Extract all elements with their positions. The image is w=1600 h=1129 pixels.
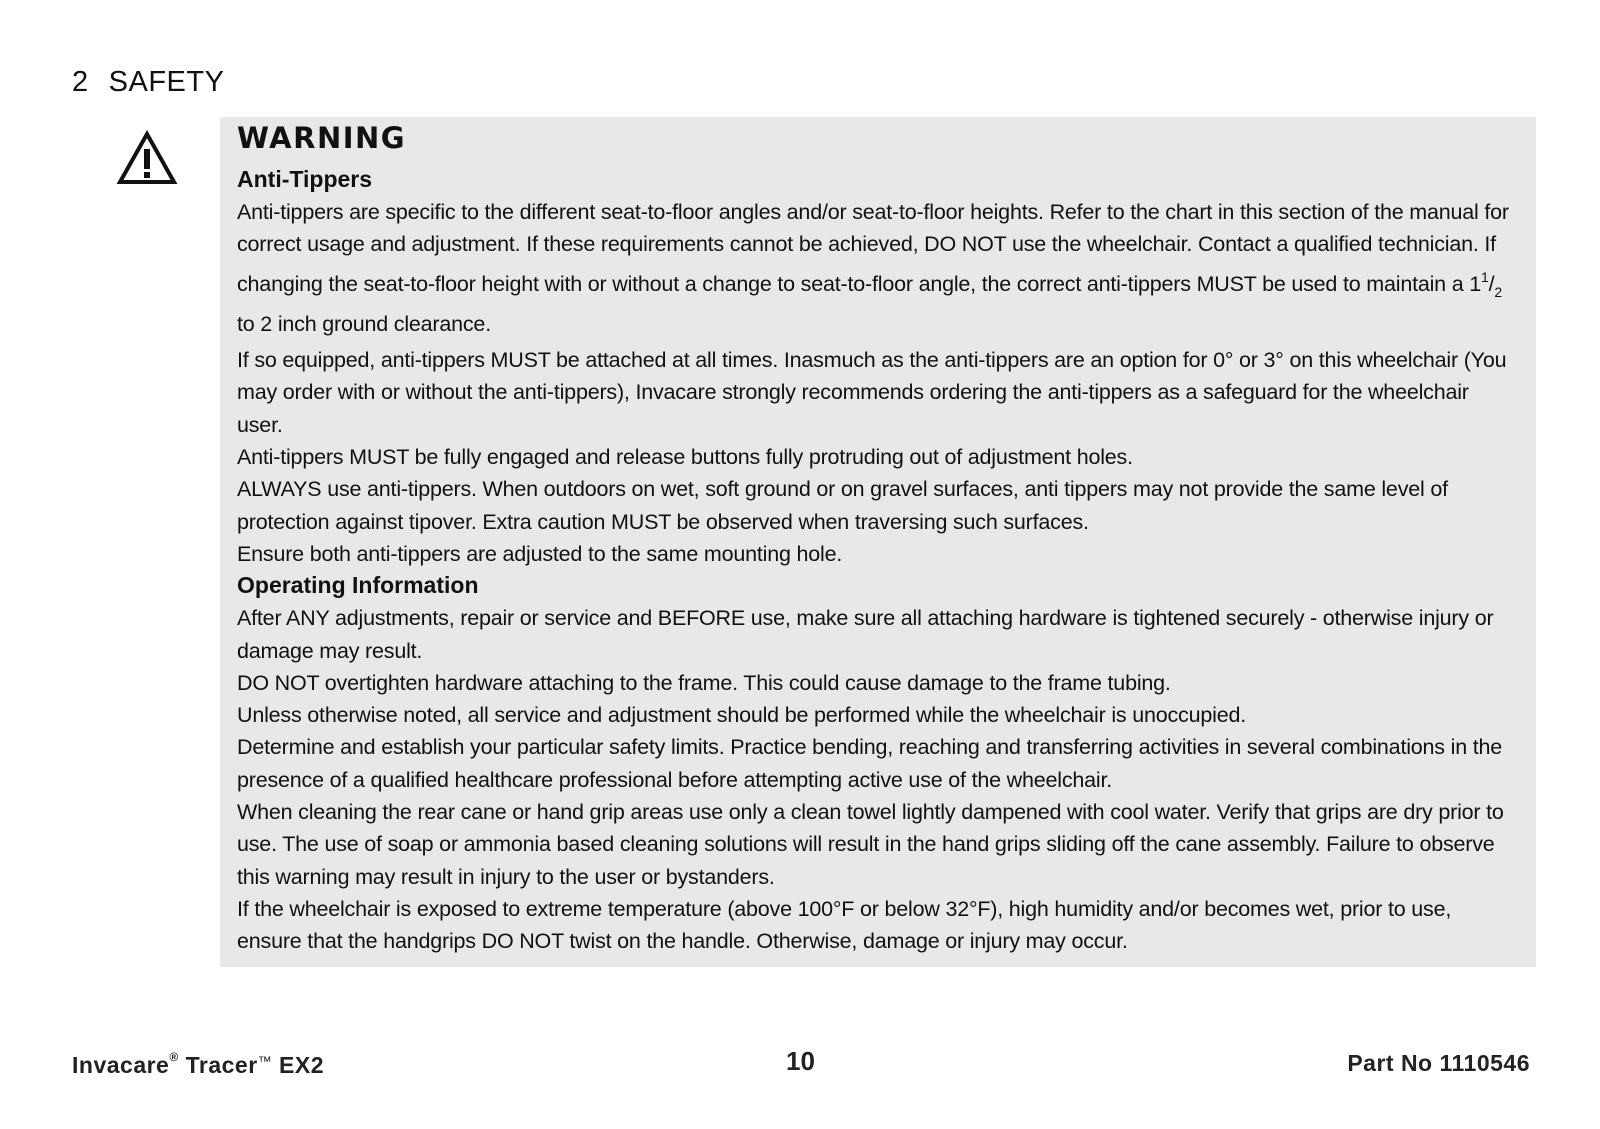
operating-paragraph-2: DO NOT overtighten hardware attaching to the frame. This could cause damage to the frame tubing.	[237, 670, 1171, 695]
warning-box	[220, 117, 1536, 967]
ground-clearance-fraction: $1^1/_2$	[1469, 268, 1502, 300]
fraction-denominator: 2	[1494, 283, 1502, 300]
warning-title: WARNING	[237, 121, 407, 155]
page-number: 10	[786, 1046, 815, 1076]
operating-paragraph-4: Determine and establish your particular safety limits. Practice bending, reaching and transferring activities in several combinations in the presence of a qualified healthcare professional before attempting active use of the wheelchair.	[237, 735, 1503, 792]
section-heading	[72, 66, 224, 99]
footer-model: EX2	[279, 1052, 325, 1078]
anti-tippers-paragraph-1-tail: to 2 inch ground clearance.	[237, 311, 491, 336]
fraction-numerator: 1	[1481, 268, 1489, 285]
operating-paragraph-5: When cleaning the rear cane or hand grip areas use only a clean towel lightly dampened with cool water. Verify that grips are dry prior to use. The use of soap or ammonia based cleaning solutions will result in the hand grips sliding off the cane assembly. Failure to observe this warning may result in injury to the user or bystanders.	[237, 800, 1504, 889]
anti-tippers-paragraph-5: Ensure both anti-tippers are adjusted to the same mounting hole.	[237, 541, 843, 566]
section-number: 2	[72, 66, 89, 98]
operating-paragraph-1: After ANY adjustments, repair or service and BEFORE use, make sure all attaching hardware is tightened securely - otherwise injury or damage may result.	[237, 606, 1494, 663]
anti-tippers-paragraph-1	[237, 196, 1512, 340]
registered-mark: ®	[169, 1050, 179, 1064]
anti-tippers-paragraph-1-text: Anti-tippers are specific to the different seat-to-floor angles and/or seat-to-floor heights. Refer to the chart in this section of the manual for correct usage and adjustment. If these requirements cannot be achieved, DO NOT use the wheelchair. Contact a qualified technician. If changing the seat-to-floor height with or without a change to seat-to-floor angle, the correct anti-tippers MUST be used to maintain a	[237, 200, 1509, 296]
footer-brand: Invacare	[72, 1052, 170, 1078]
anti-tippers-paragraph-2: If so equipped, anti-tippers MUST be attached at all times. Inasmuch as the anti-tippers are an option for 0° or 3° on this wheelchair (You may order with or without the anti-tippers), Invacare strongly recommends ordering the anti-tippers as a safeguard for the wheelchair user.	[237, 348, 1507, 437]
operating-information-heading: Operating Information	[237, 572, 479, 599]
section-title: SAFETY	[108, 66, 225, 98]
anti-tippers-paragraph-3: Anti-tippers MUST be fully engaged and release buttons fully protruding out of adjustment holes.	[237, 445, 1133, 470]
anti-tippers-paragraph-4: ALWAYS use anti-tippers. When outdoors on wet, soft ground or on gravel surfaces, anti tippers may not provide the same level of protection against tipover. Extra caution MUST be observed when traversing such surfaces.	[237, 477, 1448, 534]
operating-paragraph-6: If the wheelchair is exposed to extreme temperature (above 100°F or below 32°F), high humidity and/or becomes wet, prior to use, ensure that the handgrips DO NOT twist on the handle. Otherwise, damage or injury may occur.	[237, 896, 1452, 954]
fraction-whole: 1	[1469, 271, 1482, 296]
anti-tippers-heading: Anti-Tippers	[237, 166, 373, 192]
footer-product-name: Tracer	[185, 1052, 258, 1078]
footer-product	[72, 1050, 324, 1079]
part-number: Part No 1110546	[1347, 1050, 1530, 1076]
operating-paragraph-3: Unless otherwise noted, all service and adjustment should be performed while the wheelchair is unoccupied.	[237, 703, 1246, 728]
trademark-mark: ™	[257, 1053, 273, 1069]
warning-triangle-icon	[116, 130, 178, 186]
